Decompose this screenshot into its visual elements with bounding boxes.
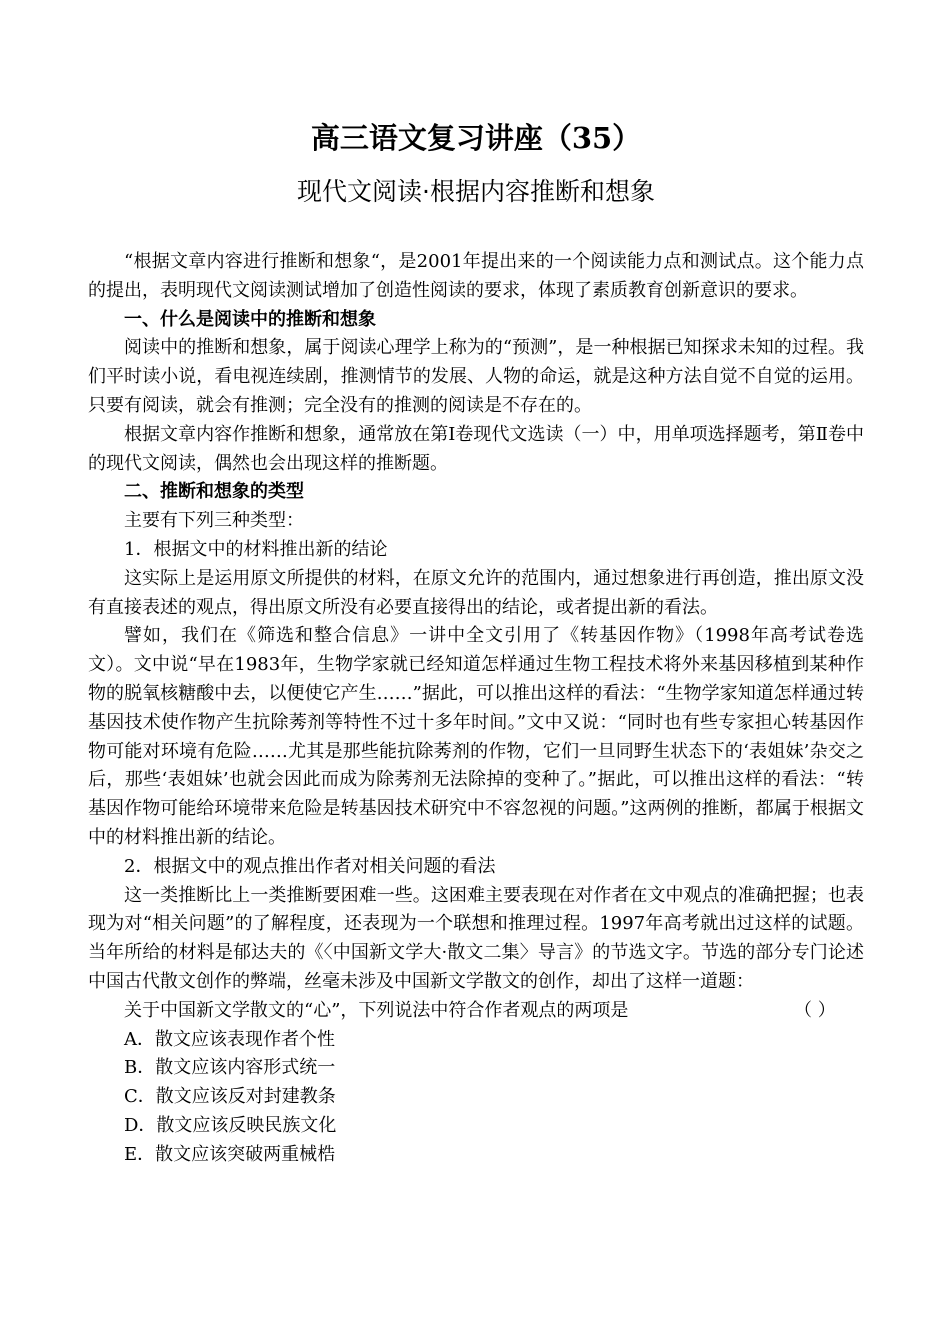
answer-bracket: （ ） xyxy=(794,999,836,1021)
intro-paragraph: “根据文章内容进行推断和想象“，是2001年提出来的一个阅读能力点和测试点。这个能力点的提出，表明现代文阅读测试增加了创造性阅读的要求，体现了素质教育创新意识的要求。 xyxy=(88,251,864,301)
type-2-paragraph-1: 这一类推断比上一类推断要困难一些。这困难主要表现在对作者在文中观点的准确把握；也表现为对“相关问题”的了解程度，还表现为一个联想和推理过程。1997年高考就出过这样的试题。当年所给的材料是郁达夫的《〈中国新文学大·散文二集〉导言》的节选文字。节选的部分专门论述中国古代散文创作的弊端，丝毫未涉及中国新文学散文的创作，却出了这样一道题： xyxy=(88,884,864,992)
type-1-paragraph-1: 这实际上是运用原文所提供的材料，在原文允许的范围内，通过想象进行再创造，推出原文没有直接表述的观点，得出原文所没有必要直接得出的结论，或者提出新的看法。 xyxy=(88,567,864,618)
option-e: E．散文应该突破两重械梏 xyxy=(124,1143,336,1165)
option-a: A．散文应该表现作者个性 xyxy=(124,1028,335,1050)
document-page xyxy=(88,118,864,1170)
document-subtitle: 现代文阅读·根据内容推断和想象 xyxy=(297,177,655,206)
type-2-title: 2．根据文中的观点推出作者对相关问题的看法 xyxy=(124,855,496,877)
type-1-paragraph-2: 譬如，我们在《筛选和整合信息》一讲中全文引用了《转基因作物》（1998年高考试卷选文）。文中说“早在1983年，生物学家就已经知道怎样通过生物工程技术将外来基因移植到某种作物的脱氧核糖酸中去，以便使它产生……”据此，可以推出这样的看法：“生物学家知道怎样通过转基因技术使作物产生抗除莠剂等特性不过十多年时间。”文中又说：“同时也有些专家担心转基因作物可能对环境有危险……尤其是那些能抗除莠剂的作物，它们一旦同野生状态下的‘表姐妹’杂交之后，那些‘表姐妹’也就会因此而成为除莠剂无法除掉的变种了。”据此，可以推出这样的看法：“转基因作物可能给环境带来危险是转基因技术研究中不容忽视的问题。”这两例的推断，都属于根据文中的材料推出新的结论。 xyxy=(88,625,864,848)
question-stem xyxy=(88,997,864,1026)
type-1-title: 1．根据文中的材料推出新的结论 xyxy=(124,538,388,560)
section-1-paragraph-1: 阅读中的推断和想象，属于阅读心理学上称为的“预测”，是一种根据已知探求未知的过程。我们平时读小说，看电视连续剧，推测情节的发展、人物的命运，就是这种方法自觉不自觉的运用。只要有阅读，就会有推测；完全没有的推测的阅读是不存在的。 xyxy=(88,337,864,416)
option-b: B．散文应该内容形式统一 xyxy=(124,1057,336,1079)
section-1-paragraph-2: 根据文章内容作推断和想象，通常放在第Ⅰ卷现代文选读（一）中，用单项选择题考，第Ⅱ卷中的现代文阅读，偶然也会出现这样的推断题。 xyxy=(88,423,864,474)
section-2-intro: 主要有下列三种类型： xyxy=(124,510,304,532)
option-d: D．散文应该反映民族文化 xyxy=(124,1114,337,1136)
section-2-heading: 二、推断和想象的类型 xyxy=(124,481,304,503)
section-1-heading: 一、什么是阅读中的推断和想象 xyxy=(124,308,376,330)
option-c: C．散文应该反对封建教条 xyxy=(124,1086,336,1108)
question-text: 关于中国新文学散文的“心”，下列说法中符合作者观点的两项是 xyxy=(124,999,629,1021)
document-title: 高三语文复习讲座（35） xyxy=(310,121,642,155)
